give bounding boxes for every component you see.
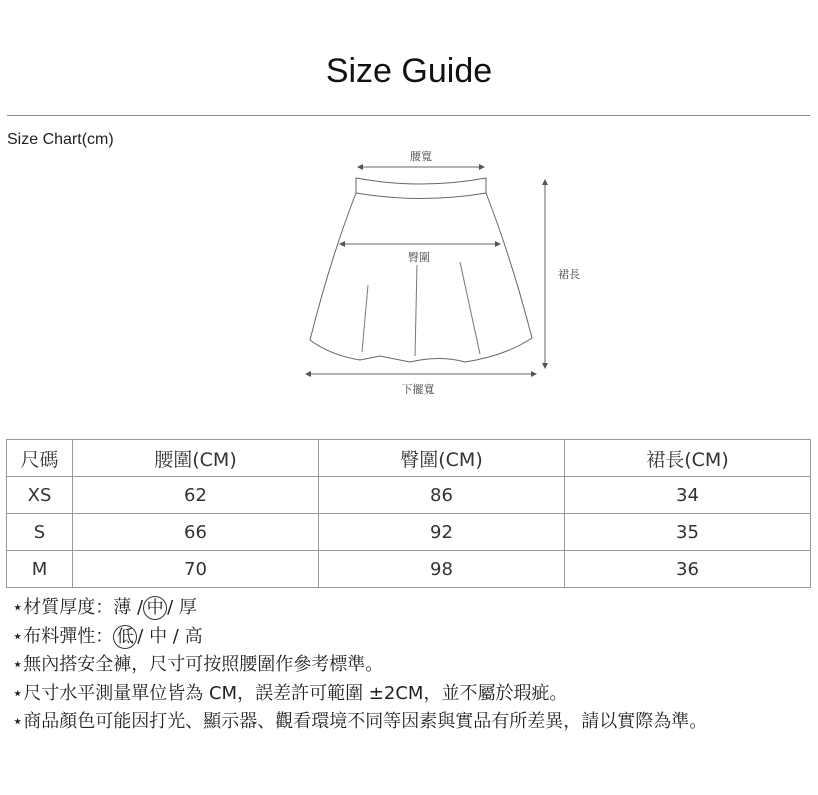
thickness-suffix: / 厚 xyxy=(167,597,197,618)
thickness-selected: 中 xyxy=(143,596,167,620)
size-table xyxy=(6,439,810,588)
note-thickness xyxy=(12,594,812,623)
elasticity-prefix: ⋆布料彈性： xyxy=(12,625,114,647)
header-length: 裙長(CM) xyxy=(565,440,811,477)
note-lining: ⋆無內搭安全褲，尺寸可按照腰圍作參考標準。 xyxy=(12,654,384,675)
pleat-line xyxy=(460,262,480,354)
page-title: Size Guide xyxy=(325,52,493,90)
cell-waist: 70 xyxy=(73,551,319,588)
elasticity-selected: 低 xyxy=(113,625,137,649)
cell-size: S xyxy=(7,514,73,551)
cell-hip: 86 xyxy=(319,477,565,514)
note-elasticity xyxy=(12,623,812,652)
cell-length: 34 xyxy=(565,477,811,514)
cell-length: 35 xyxy=(565,514,811,551)
pleat-line xyxy=(415,265,417,356)
skirt-body xyxy=(310,193,532,362)
table-header-row xyxy=(7,440,811,477)
cell-waist: 66 xyxy=(73,514,319,551)
skirt-waistband xyxy=(356,178,486,199)
elasticity-suffix: / 中 / 高 xyxy=(137,625,203,647)
cell-length: 36 xyxy=(565,551,811,588)
notes-list xyxy=(12,594,812,737)
table-row xyxy=(7,477,811,514)
pleat-line xyxy=(362,285,368,352)
table-row xyxy=(7,514,811,551)
length-label: 裙長 xyxy=(558,268,580,281)
cell-waist: 62 xyxy=(73,477,319,514)
cell-hip: 92 xyxy=(319,514,565,551)
cell-size: M xyxy=(7,551,73,588)
thickness-prefix: ⋆材質厚度：薄 / xyxy=(12,597,144,618)
cell-hip: 98 xyxy=(319,551,565,588)
size-chart-label: Size Chart(cm) xyxy=(7,131,114,148)
skirt-diagram xyxy=(290,140,610,410)
header-hip: 臀圍(CM) xyxy=(319,440,565,477)
waist-label: 腰寬 xyxy=(410,150,432,163)
header-waist: 腰圍(CM) xyxy=(73,440,319,477)
hem-label: 下擺寬 xyxy=(401,383,435,396)
note-measurement: ⋆尺寸水平測量單位皆為 CM，誤差許可範圍 ±2CM，並不屬於瑕疵。 xyxy=(12,682,568,704)
note-color: ⋆商品顏色可能因打光、顯示器、觀看環境不同等因素與實品有所差異，請以實際為準。 xyxy=(12,711,708,732)
title-divider xyxy=(7,115,810,116)
header-size: 尺碼 xyxy=(7,440,73,477)
cell-size: XS xyxy=(7,477,73,514)
table-row xyxy=(7,551,811,588)
hip-label: 臀圍 xyxy=(408,251,430,264)
